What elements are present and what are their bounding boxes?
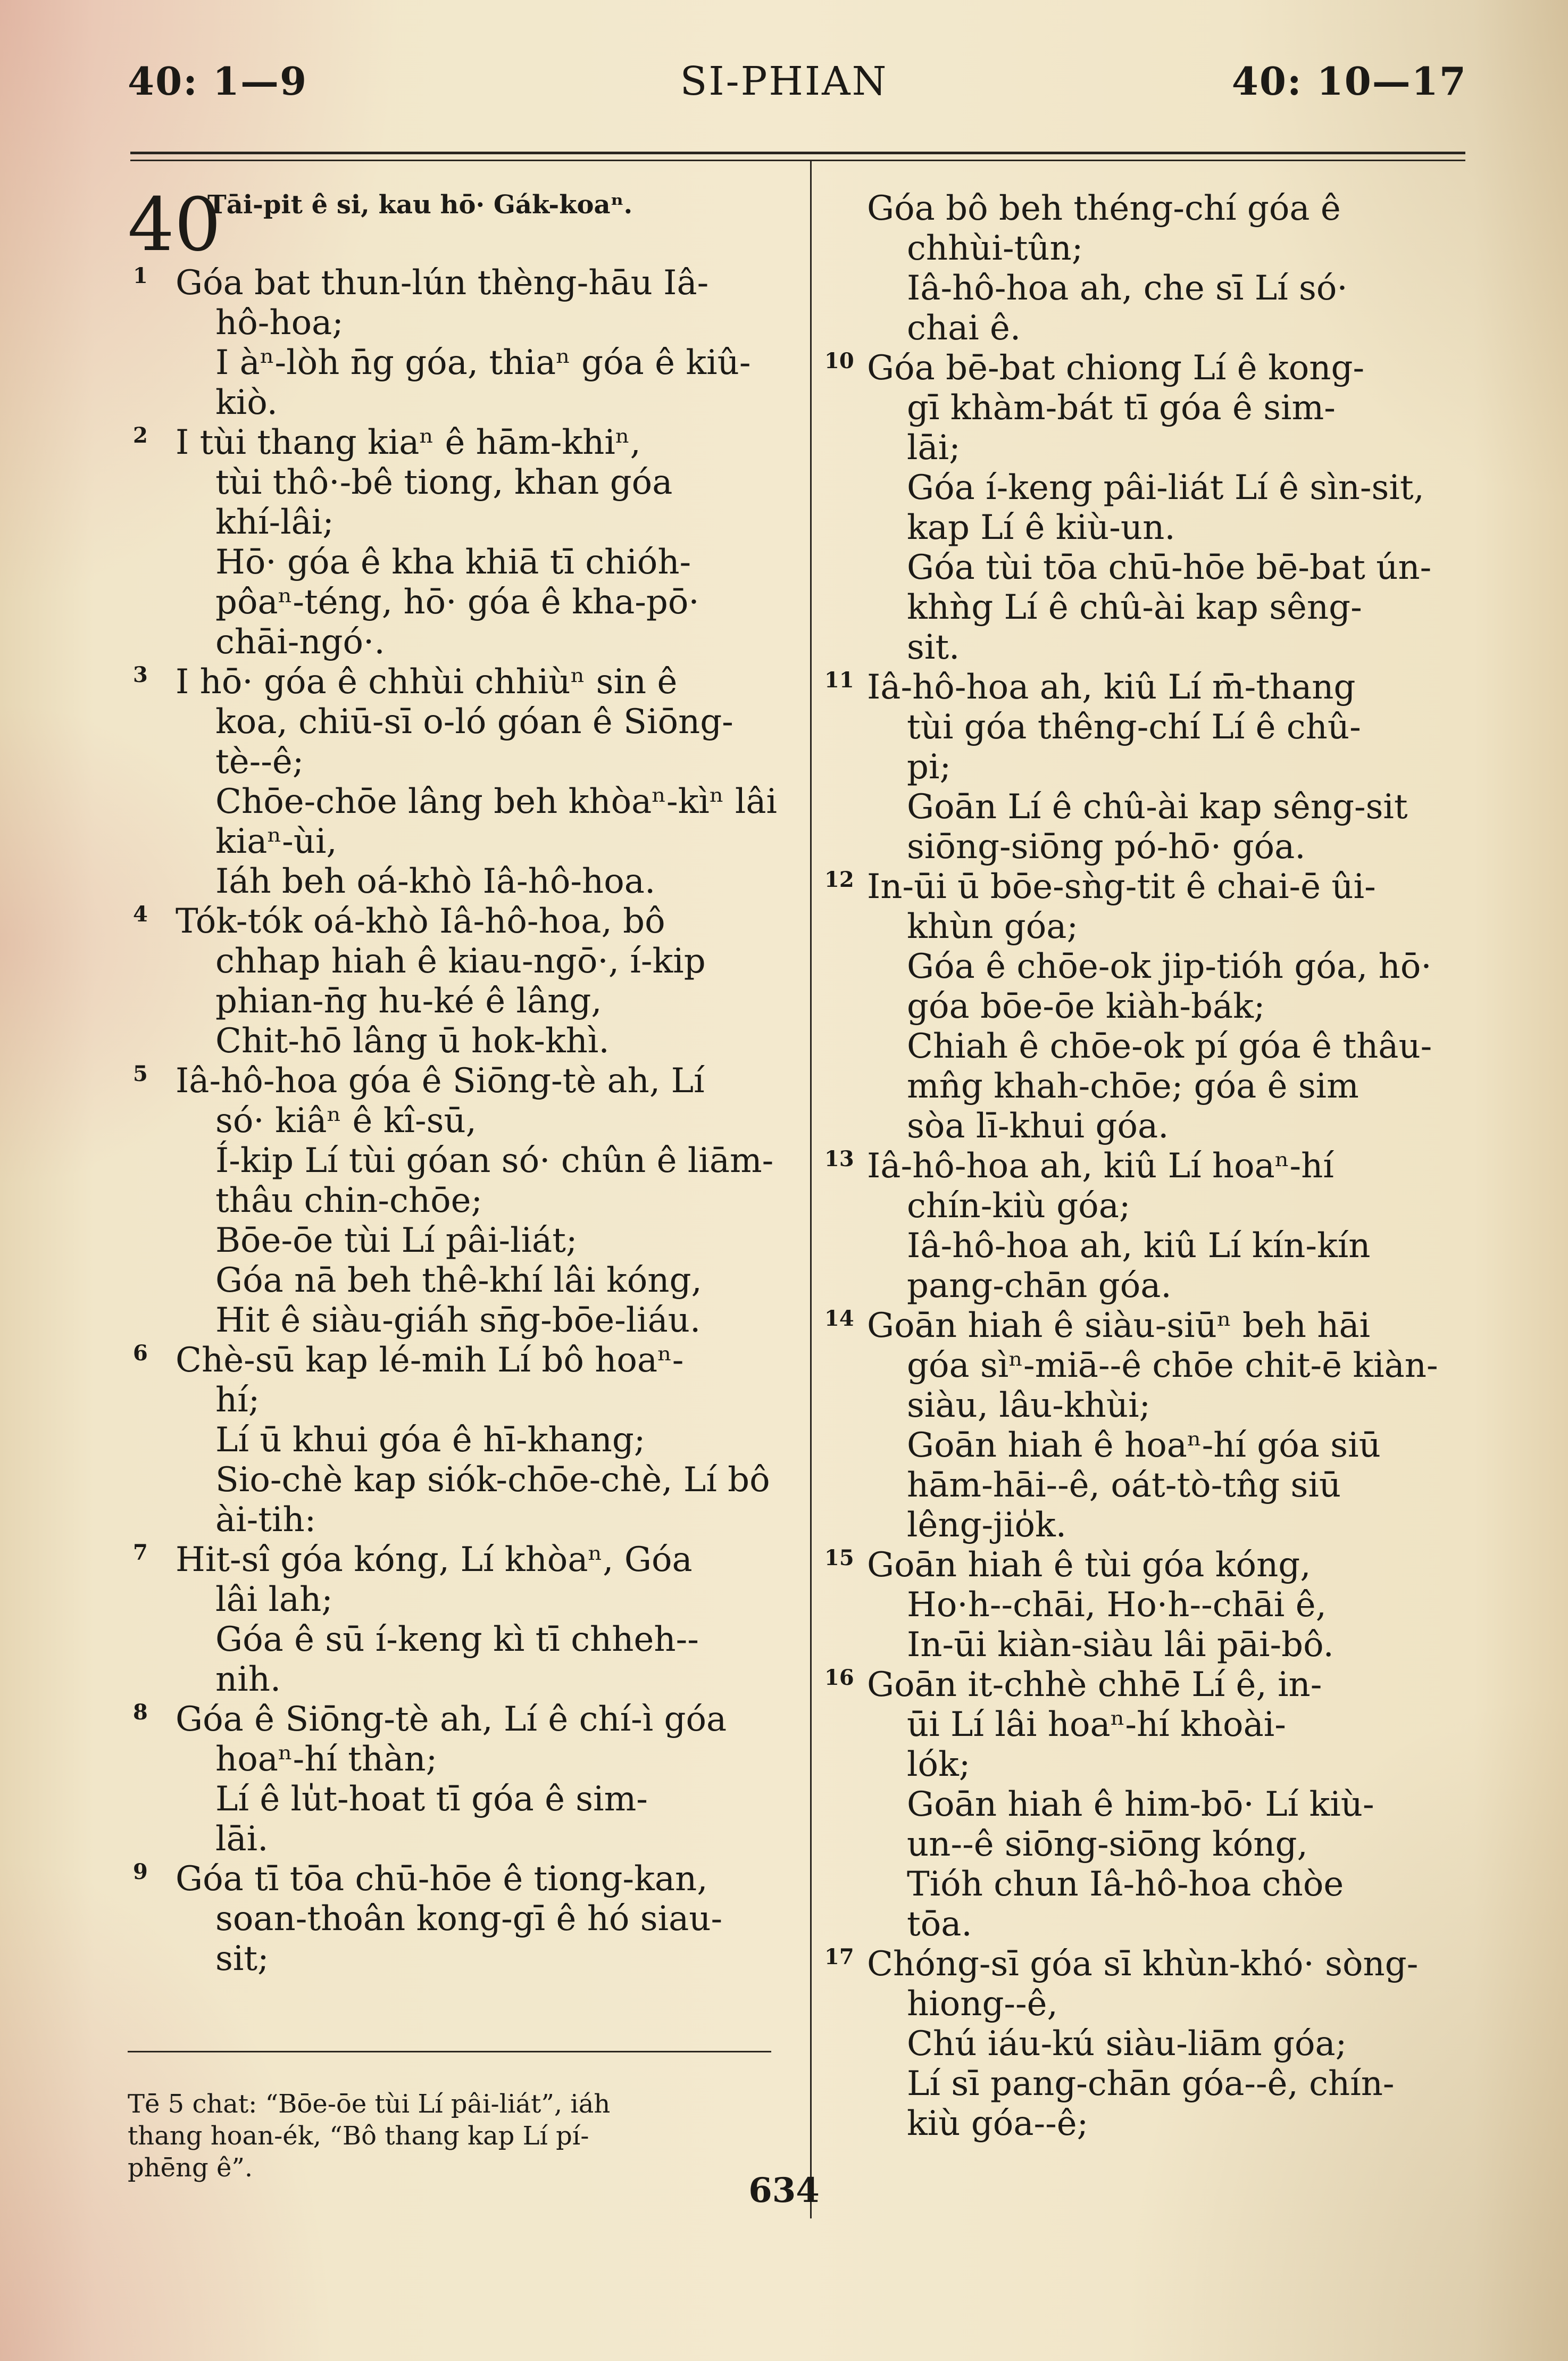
verse-line: [819, 1865, 1479, 1905]
verse-text: Chóng-sī góa sī khùn-khó· sòng-: [867, 1944, 1419, 1984]
verse-text: kiò.: [215, 383, 278, 422]
verse-line: [819, 1426, 1479, 1466]
verse-text: Iâ-hô-hoa góa ê Siōng-tè ah, Lí: [176, 1061, 705, 1101]
verse: [819, 1545, 1479, 1665]
verse-line: [819, 189, 1479, 229]
verse-text: Hit-sî góa kóng, Lí khòaⁿ, Góa: [176, 1540, 693, 1579]
verse-line: [128, 1101, 777, 1141]
verse-text: khùn góa;: [907, 907, 1078, 946]
verse-line: [128, 383, 777, 423]
verse-line: [128, 503, 777, 543]
verse-text: sit;: [215, 1939, 269, 1978]
verse-line: [819, 1386, 1479, 1426]
verse-text: nih.: [215, 1660, 281, 1699]
verse-line: [819, 388, 1479, 428]
verse-line: [128, 822, 777, 862]
verse-line: [128, 1460, 777, 1500]
verse-text: Goān it-chhè chhē Lí ê, in-: [867, 1665, 1322, 1705]
verse-line: [819, 428, 1479, 468]
footnote-line: phēng ê”.: [128, 2153, 253, 2183]
verse-text: Tók-tók oá-khò Iâ-hô-hoa, bô: [176, 902, 665, 941]
verse-line: [128, 463, 777, 503]
verse-line: [819, 1186, 1479, 1226]
footnote-line: thang hoan-ék, “Bô thang kap Lí pí-: [128, 2121, 589, 2151]
verse: [128, 423, 777, 662]
verse-text: siōng-siōng pó-hō· góa.: [907, 827, 1306, 867]
verse-text: tōa.: [907, 1905, 972, 1944]
verse-line: [128, 1261, 777, 1301]
verse-line: [819, 468, 1479, 508]
verse: [819, 1665, 1479, 1944]
verse-text: ūi Lí lâi hoaⁿ-hí khoài-: [907, 1705, 1286, 1744]
verse-number: 16: [824, 1665, 854, 1690]
running-header: [0, 53, 1568, 117]
verse-text: sòa lī-khui góa.: [907, 1107, 1169, 1146]
verse-text: Goān Lí ê chû-ài kap sêng-sit: [907, 787, 1408, 827]
verse-text: Góa bat thun-lún thèng-hāu Iâ-: [176, 263, 709, 303]
verse-line: [819, 668, 1479, 708]
verse-line: [128, 782, 777, 822]
verse: [128, 1540, 777, 1700]
verse-line: [128, 1819, 777, 1859]
verse-number: 9: [133, 1859, 148, 1884]
verse-line: [128, 1740, 777, 1780]
verse-text: chāi-ngó·.: [215, 622, 385, 662]
footnote-rule: [128, 2051, 771, 2052]
verse-text: Iâ-hô-hoa ah, kiû Lí m̄-thang: [867, 668, 1356, 707]
chapter-number: 40: [128, 182, 221, 268]
verse-number: 15: [824, 1545, 854, 1570]
verse-text: lāi.: [215, 1819, 269, 1859]
verse-line: [128, 1939, 777, 1979]
verse-line: [128, 1221, 777, 1261]
verse-line: [819, 1226, 1479, 1266]
right-verse-list: [819, 189, 1479, 2144]
verse: [819, 189, 1479, 348]
verse-number: 11: [824, 668, 854, 693]
verse-text: Goān hiah ê siàu-siūⁿ beh hāi: [867, 1306, 1371, 1345]
verse-line: [128, 1540, 777, 1580]
verse-line: [128, 543, 777, 583]
verse-line: [819, 348, 1479, 388]
header-left-reference: 40: 1—9: [128, 59, 308, 104]
verse-text: Góa ê sū í-keng kì tī chheh--: [215, 1620, 699, 1659]
verse-text: hām-hāi--ê, oát-tò-tn̂g siū: [907, 1466, 1341, 1505]
verse-line: [819, 1266, 1479, 1306]
verse: [128, 1341, 777, 1540]
verse-text: góa sìⁿ-miā--ê chōe chit-ē kiàn-: [907, 1346, 1438, 1385]
verse-line: [819, 947, 1479, 987]
verse-line: [128, 1660, 777, 1700]
verse-text: Góa bô beh théng-chí góa ê: [867, 189, 1341, 228]
chapter-heading: [128, 182, 777, 268]
verse-line: [819, 867, 1479, 907]
verse-text: Goān hiah ê him-bō· Lí kiù-: [907, 1785, 1374, 1824]
verse-line: [819, 1944, 1479, 1984]
verse-text: I àⁿ-lòh n̄g góa, thiaⁿ góa ê kiû-: [215, 343, 751, 383]
verse: [819, 867, 1479, 1146]
verse-line: [819, 1825, 1479, 1865]
verse-text: Góa bē-bat chiong Lí ê kong-: [867, 348, 1365, 388]
verse-line: [819, 1905, 1479, 1944]
verse-text: pôaⁿ-téng, hō· góa ê kha-pō·: [215, 583, 699, 622]
header-right-reference: 40: 10—17: [1231, 59, 1467, 104]
verse-line: [128, 1620, 777, 1660]
verse-line: [128, 1780, 777, 1819]
verse-text: Iâ-hô-hoa ah, che sī Lí só·: [907, 269, 1348, 308]
verse-text: Góa ê chōe-ok jip-tióh góa, hō·: [907, 947, 1432, 986]
verse-text: pang-chān góa.: [907, 1266, 1172, 1306]
verse-line: [128, 702, 777, 742]
verse: [819, 1306, 1479, 1545]
verse-line: [128, 982, 777, 1021]
verse-text: kiù góa--ê;: [907, 2104, 1089, 2143]
verse-line: [819, 1506, 1479, 1545]
verse-number: 2: [133, 423, 148, 448]
verse-text: gī khàm-bát tī góa ê sim-: [907, 388, 1336, 428]
verse-line: [819, 1067, 1479, 1107]
verse-number: 3: [133, 662, 148, 687]
verse-text: tè--ê;: [215, 742, 304, 782]
verse-text: khí-lâi;: [215, 503, 334, 542]
verse-text: chai ê.: [907, 309, 1021, 348]
verse-number: 13: [824, 1146, 854, 1171]
verse-text: Chit-hō lâng ū hok-khì.: [215, 1021, 610, 1061]
verse-line: [819, 1705, 1479, 1745]
verse-line: [819, 2064, 1479, 2104]
verse-text: thâu chin-chōe;: [215, 1181, 483, 1220]
verse-line: [128, 742, 777, 782]
verse-text: koa, chiū-sī o-ló góan ê Siōng-: [215, 702, 733, 742]
verse-text: siàu, lâu-khùi;: [907, 1386, 1151, 1425]
verse-line: [819, 1306, 1479, 1346]
verse: [128, 662, 777, 902]
verse-line: [819, 907, 1479, 947]
verse-line: [819, 1785, 1479, 1825]
verse-line: [128, 343, 777, 383]
verse-line: [819, 229, 1479, 269]
verse-text: lâi lah;: [215, 1580, 333, 1619]
verse-line: [819, 1585, 1479, 1625]
verse-line: [128, 1061, 777, 1101]
verse-text: Tióh chun Iâ-hô-hoa chòe: [907, 1865, 1344, 1904]
verse-text: Ho·h--chāi, Ho·h--chāi ê,: [907, 1585, 1327, 1625]
verse-line: [819, 1625, 1479, 1665]
verse-line: [819, 628, 1479, 668]
verse-text: Bōe-ōe tùi Lí pâi-liát;: [215, 1221, 578, 1260]
verse-number: 12: [824, 867, 854, 892]
verse-number: 6: [133, 1341, 148, 1366]
left-column: [128, 182, 777, 1979]
verse-line: [819, 1346, 1479, 1386]
verse-text: Sio-chè kap siók-chōe-chè, Lí bô: [215, 1460, 770, 1500]
verse-line: [819, 747, 1479, 787]
header-book-title: SI-PHIAN: [680, 59, 888, 104]
verse-number: 5: [133, 1061, 148, 1086]
verse-text: chhap hiah ê kiau-ngō·, í-kip: [215, 942, 706, 981]
verse-number: 8: [133, 1700, 148, 1725]
verse-text: mn̂g khah-chōe; góa ê sim: [907, 1067, 1359, 1106]
verse-line: [128, 1301, 777, 1341]
verse-text: hoaⁿ-hí thàn;: [215, 1740, 438, 1779]
verse-text: Goān hiah ê tùi góa kóng,: [867, 1545, 1311, 1585]
verse-text: Chú iáu-kú siàu-liām góa;: [907, 2024, 1347, 2064]
verse-line: [128, 263, 777, 303]
verse-line: [819, 708, 1479, 747]
verse-line: [819, 1745, 1479, 1785]
verse-text: Góa í-keng pâi-liát Lí ê sìn-sit,: [907, 468, 1424, 508]
verse-line: [819, 309, 1479, 348]
verse-text: sit.: [907, 628, 960, 667]
right-column: [819, 189, 1479, 2144]
verse-line: [819, 1545, 1479, 1585]
verse-line: [128, 1141, 777, 1181]
verse-text: un--ê siōng-siōng kóng,: [907, 1825, 1308, 1864]
verse-line: [128, 1021, 777, 1061]
verse-text: tùi góa thêng-chí Lí ê chû-: [907, 708, 1361, 747]
verse-text: Lí sī pang-chān góa--ê, chín-: [907, 2064, 1395, 2104]
verse-line: [819, 269, 1479, 309]
verse-number: 10: [824, 348, 854, 373]
verse-text: Iâ-hô-hoa ah, kiû Lí hoaⁿ-hí: [867, 1146, 1334, 1186]
verse-text: phian-n̄g hu-ké ê lâng,: [215, 982, 602, 1021]
verse: [128, 902, 777, 1061]
verse-text: lāi;: [907, 428, 961, 468]
verse-text: tùi thô·-bê tiong, khan góa: [215, 463, 673, 502]
verse-number: 1: [133, 263, 148, 288]
verse-text: góa bōe-ōe kiàh-bák;: [907, 987, 1265, 1026]
footnote: [128, 2088, 777, 2184]
footnote-line: Tē 5 chat: “Bōe-ōe tùi Lí pâi-liát”, iáh: [128, 2089, 611, 2119]
verse-line: [819, 1107, 1479, 1146]
verse-text: Góa tùi tōa chū-hōe bē-bat ún-: [907, 548, 1432, 587]
verse-line: [128, 1899, 777, 1939]
verse-text: khǹg Lí ê chû-ài kap sêng-: [907, 588, 1362, 627]
verse-text: lêng-jio̍k.: [907, 1506, 1067, 1545]
verse-line: [819, 827, 1479, 867]
verse-text: Í-kip Lí tùi góan só· chûn ê liām-: [215, 1141, 774, 1180]
verse-text: hô-hoa;: [215, 303, 344, 343]
page-number: 634: [748, 2171, 820, 2210]
verse-line: [128, 862, 777, 902]
verse-number: 14: [824, 1306, 854, 1331]
verse: [819, 1146, 1479, 1306]
verse-text: Góa ê Siōng-tè ah, Lí ê chí-ì góa: [176, 1700, 727, 1739]
verse-line: [819, 548, 1479, 588]
chapter-title: Tāi-pit ê si, kau hō· Gák-koaⁿ.: [207, 190, 633, 220]
verse-line: [128, 902, 777, 942]
verse-line: [128, 1580, 777, 1620]
verse: [128, 263, 777, 423]
verse: [819, 668, 1479, 867]
verse-text: Hō· góa ê kha khiā tī chióh-: [215, 543, 691, 582]
verse-text: kiaⁿ-ùi,: [215, 822, 337, 861]
verse-text: soan-thoân kong-gī ê hó siau-: [215, 1899, 723, 1939]
verse-text: kap Lí ê kiù-un.: [907, 508, 1175, 547]
verse: [819, 348, 1479, 668]
verse-line: [128, 1341, 777, 1381]
verse-line: [819, 1665, 1479, 1705]
verse-line: [128, 303, 777, 343]
verse-text: Chiah ê chōe-ok pí góa ê thâu-: [907, 1027, 1432, 1066]
verse-line: [819, 2024, 1479, 2064]
verse-text: Iâ-hô-hoa ah, kiû Lí kín-kín: [907, 1226, 1371, 1266]
verse-text: Goān hiah ê hoaⁿ-hí góa siū: [907, 1426, 1381, 1465]
verse-line: [819, 508, 1479, 548]
verse-line: [128, 622, 777, 662]
header-rule-thin: [130, 160, 1465, 161]
verse-text: Góa nā beh thê-khí lâi kóng,: [215, 1261, 702, 1300]
verse-line: [819, 588, 1479, 628]
verse-line: [128, 1181, 777, 1221]
verse-text: I hō· góa ê chhùi chhiùⁿ sin ê: [176, 662, 678, 702]
verse-text: Chōe-chōe lâng beh khòaⁿ-kìⁿ lâi: [215, 782, 777, 821]
verse-number: 4: [133, 902, 148, 927]
verse-text: pi;: [907, 747, 951, 787]
verse: [128, 1061, 777, 1341]
verse-text: só· kiâⁿ ê kî-sū,: [215, 1101, 477, 1141]
verse-line: [819, 787, 1479, 827]
verse-text: chhùi-tûn;: [907, 229, 1083, 268]
column-separator: [810, 160, 812, 2218]
verse-line: [128, 1700, 777, 1740]
verse: [128, 1700, 777, 1859]
verse-text: Góa tī tōa chū-hōe ê tiong-kan,: [176, 1859, 708, 1899]
left-verse-list: [128, 263, 777, 1979]
verse-text: Hit ê siàu-giáh sn̄g-bōe-liáu.: [215, 1301, 701, 1340]
verse-line: [128, 1420, 777, 1460]
verse-text: Chè-sū kap lé-mih Lí bô hoaⁿ-: [176, 1341, 684, 1380]
verse-line: [819, 1466, 1479, 1506]
verse-line: [128, 942, 777, 982]
verse-line: [128, 423, 777, 463]
verse-line: [819, 987, 1479, 1027]
verse-line: [128, 1500, 777, 1540]
verse-line: [819, 2104, 1479, 2144]
verse-number: 17: [824, 1944, 854, 1969]
verse-text: hiong--ê,: [907, 1984, 1058, 2024]
verse-text: I tùi thang kiaⁿ ê hām-khiⁿ,: [176, 423, 641, 462]
verse-line: [128, 1859, 777, 1899]
verse-text: In-ūi kiàn-siàu lâi pāi-bô.: [907, 1625, 1334, 1665]
verse-line: [819, 1146, 1479, 1186]
verse-line: [128, 1381, 777, 1420]
verse-text: ài-tih:: [215, 1500, 316, 1540]
verse-text: Lí ê lu̍t-hoat tī góa ê sim-: [215, 1780, 648, 1819]
verse: [128, 1859, 777, 1979]
verse-text: lók;: [907, 1745, 971, 1784]
verse-text: Iáh beh oá-khò Iâ-hô-hoa.: [215, 862, 656, 901]
verse-text: Lí ū khui góa ê hī-khang;: [215, 1420, 646, 1460]
verse-line: [819, 1984, 1479, 2024]
verse-text: hí;: [215, 1381, 260, 1420]
verse-text: chín-kiù góa;: [907, 1186, 1131, 1226]
verse: [819, 1944, 1479, 2144]
verse-line: [128, 662, 777, 702]
verse-line: [819, 1027, 1479, 1067]
verse-text: In-ūi ū bōe-sǹg-tit ê chai-ē ûi-: [867, 867, 1376, 907]
header-rule-thick: [130, 152, 1465, 154]
verse-number: 7: [133, 1540, 148, 1565]
verse-line: [128, 583, 777, 622]
